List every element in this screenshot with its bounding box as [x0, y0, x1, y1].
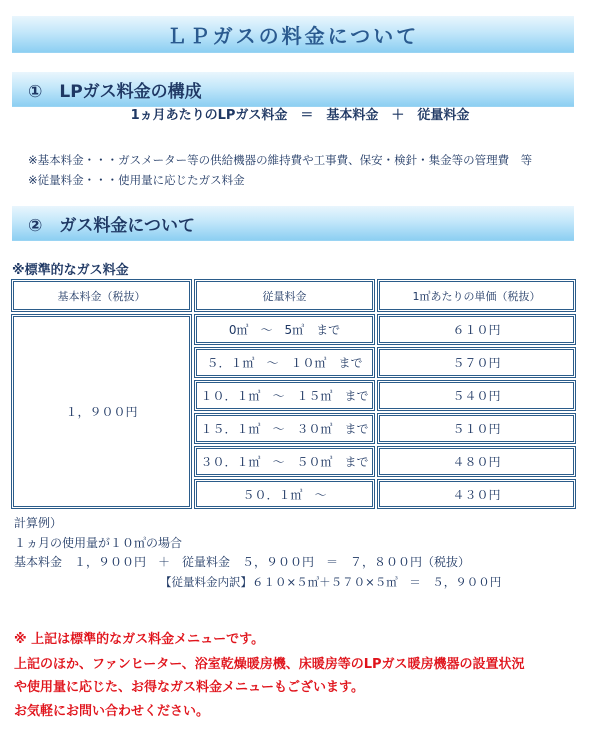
basic-fee-cell: １，９００円 — [11, 314, 192, 509]
range-cell: ５．１㎥ ～ １０㎥ まで — [194, 347, 375, 378]
section2-banner — [12, 206, 574, 241]
calculation-heading: 計算例） — [14, 516, 63, 530]
page-title: ＬＰガスの料金について — [166, 24, 420, 48]
unit-price-cell: ５１０円 — [377, 413, 576, 444]
section2-heading: ② ガス料金について — [28, 216, 196, 236]
range-cell: １５．１㎥ ～ ３０㎥ まで — [194, 413, 375, 444]
unit-price-cell: ５４０円 — [377, 380, 576, 411]
unit-price-cell: ４３０円 — [377, 479, 576, 509]
range-cell: 0㎥ ～ 5㎥ まで — [194, 314, 375, 345]
column-header-usage-fee: 従量料金 — [194, 279, 375, 312]
calculation-breakdown: 【従量料金内訳】６１０×５㎥＋５７０×５㎥ ＝ ５，９００円 — [160, 575, 502, 589]
unit-price-cell: ６１０円 — [377, 314, 576, 345]
price-formula: 1ヵ月あたりのLPガス料金 ＝ 基本料金 ＋ 従量料金 — [130, 108, 470, 123]
table-title: ※標準的なガス料金 — [12, 263, 129, 278]
range-cell: １０．１㎥ ～ １５㎥ まで — [194, 380, 375, 411]
section1-banner — [12, 72, 574, 107]
range-cell: ３０．１㎥ ～ ５０㎥ まで — [194, 446, 375, 477]
notice-line-2: 上記のほか、ファンヒーター、浴室乾燥暖房機、床暖房等のLPガス暖房機器の設置状況 — [14, 657, 525, 672]
section1-heading: ① LPガス料金の構成 — [28, 82, 202, 102]
note-usage-fee: ※従量料金・・・使用量に応じたガス料金 — [28, 173, 245, 187]
column-header-unit-price: 1㎥あたりの単価（税抜） — [377, 279, 576, 312]
unit-price-cell: ４８０円 — [377, 446, 576, 477]
column-header-basic-fee: 基本料金（税抜） — [11, 279, 192, 312]
notice-line-3: や使用量に応じた、お得なガス料金メニューもございます。 — [14, 680, 364, 695]
range-cell: ５０．１㎥ ～ — [194, 479, 375, 509]
calculation-line: 基本料金 １，９００円 ＋ 従量料金 ５，９００円 ＝ ７，８００円（税抜） — [14, 555, 471, 569]
title-banner — [12, 16, 574, 53]
price-table — [11, 279, 576, 509]
calculation-case: １ヵ月の使用量が１０㎥の場合 — [14, 536, 183, 550]
notice-line-1: ※ 上記は標準的なガス料金メニューです。 — [14, 632, 265, 647]
unit-price-cell: ５７０円 — [377, 347, 576, 378]
notice-line-4: お気軽にお問い合わせください。 — [14, 704, 210, 719]
note-basic-fee: ※基本料金・・・ガスメーター等の供給機器の維持費や工事費、保安・検針・集金等の管理費 等 — [28, 153, 533, 167]
